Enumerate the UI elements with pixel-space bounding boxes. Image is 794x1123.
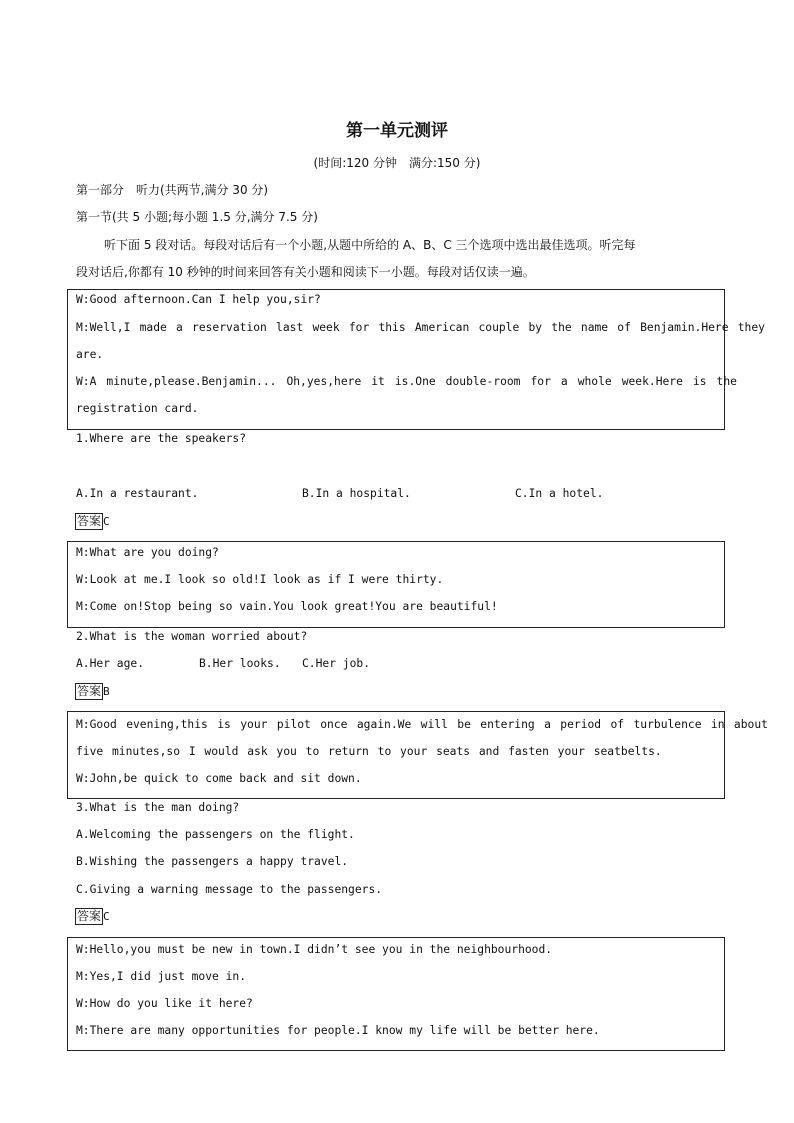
- dialogue-line: M:Yes,I did just move in.: [76, 970, 247, 983]
- option-a: A.In a restaurant.: [76, 487, 199, 500]
- option-c: C.Her job.: [302, 657, 371, 670]
- question-1: 1.Where are the speakers?: [76, 432, 247, 445]
- answer-2: [75, 683, 110, 700]
- dialogue-line: W:John,be quick to come back and sit down.: [76, 772, 362, 785]
- answer-label: 答案: [77, 909, 102, 923]
- dialogue-box-2: [67, 541, 725, 628]
- answer-value: C: [103, 910, 110, 923]
- option-b: B.Wishing the passengers a happy travel.: [76, 855, 349, 868]
- question-3: 3.What is the man doing?: [76, 801, 240, 814]
- option-b: B.Her looks.: [199, 657, 281, 670]
- option-c: C.Giving a warning message to the passengers.: [76, 883, 383, 896]
- dialogue-line: M:Good evening,this is your pilot once again.We will be entering a period of turbulence in about: [76, 718, 768, 731]
- dialogue-box-1: [67, 289, 765, 430]
- dialogue-line: M:What are you doing?: [76, 546, 219, 559]
- answer-label: 答案: [77, 514, 102, 528]
- dialogue-line: W:Look at me.I look so old!I look as if I were thirty.: [76, 573, 444, 586]
- answer-value: C: [103, 515, 110, 528]
- section-heading: 第一节(共 5 小题;每小题 1.5 分,满分 7.5 分): [76, 210, 318, 224]
- instruction-line: 段对话后,你都有 10 秒钟的时间来回答有关小题和阅读下一小题。每段对话仅读一遍。: [76, 265, 535, 279]
- dialogue-box-4: [67, 937, 725, 1051]
- part-heading: 第一部分 听力(共两节,满分 30 分): [76, 183, 269, 197]
- dialogue-line: are.: [76, 348, 104, 361]
- answer-value: B: [103, 685, 110, 698]
- option-a: A.Her age.: [76, 657, 145, 670]
- dialogue-line: W:A minute,please.Benjamin... Oh,yes,here it is.One double-room for a whole week.Here is the: [76, 375, 737, 388]
- dialogue-line: five minutes,so I would ask you to return to your seats and fasten your seatbelts.: [76, 745, 662, 758]
- dialogue-line: W:Hello,you must be new in town.I didn’t see you in the neighbourhood.: [76, 943, 553, 956]
- dialogue-box-3: [67, 711, 768, 799]
- answer-1: [75, 513, 110, 530]
- answer-label: 答案: [77, 684, 102, 698]
- instruction-line: 听下面 5 段对话。每段对话后有一个小题,从题中所给的 A、B、C 三个选项中选出最佳选项。听完每: [104, 238, 636, 252]
- answer-3: [75, 908, 110, 925]
- option-a: A.Welcoming the passengers on the flight.: [76, 828, 355, 841]
- dialogue-line: M:There are many opportunities for people.I know my life will be better here.: [76, 1024, 600, 1037]
- dialogue-line: M:Well,I made a reservation last week for this American couple by the name of Benjamin.Here they: [76, 321, 765, 334]
- dialogue-line: W:How do you like it here?: [76, 997, 253, 1010]
- option-c: C.In a hotel.: [515, 487, 604, 500]
- dialogue-line: W:Good afternoon.Can I help you,sir?: [76, 293, 321, 306]
- dialogue-line: M:Come on!Stop being so vain.You look great!You are beautiful!: [76, 600, 498, 613]
- question-2: 2.What is the woman worried about?: [76, 630, 308, 643]
- page-title: 第一单元测评: [346, 121, 448, 141]
- page-subtitle: (时间:120 分钟 满分:150 分): [313, 156, 481, 170]
- option-b: B.In a hospital.: [302, 487, 411, 500]
- dialogue-line: registration card.: [76, 402, 199, 415]
